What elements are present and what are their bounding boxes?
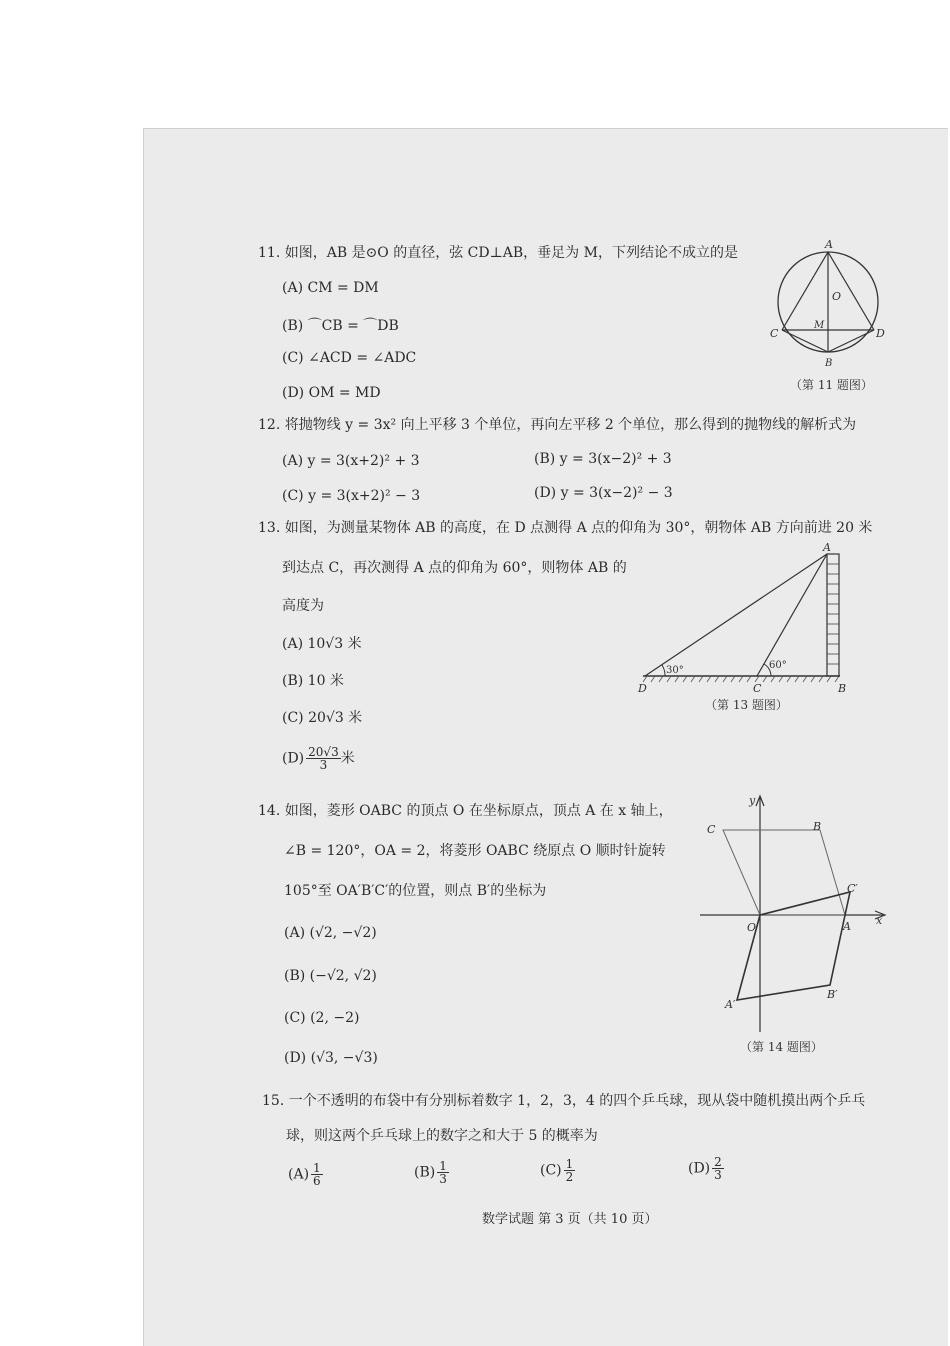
q15-option-b-denominator: 3 xyxy=(439,1172,447,1186)
q15-option-c-denominator: 2 xyxy=(565,1170,574,1184)
q13-label-c: C xyxy=(753,682,762,695)
q13-ground-hatching xyxy=(643,676,839,682)
q15-option-a-fraction xyxy=(311,1162,323,1187)
q14-rhombus-oabc xyxy=(723,830,845,915)
q14-caption: （第 14 题图） xyxy=(740,1040,823,1054)
q11-label-b: B xyxy=(825,358,833,369)
q11-caption: （第 11 题图） xyxy=(790,378,873,392)
q12-option-d: (D) y = 3(x−2)² − 3 xyxy=(534,485,673,501)
q13-option-d-fraction xyxy=(306,746,341,771)
q11-segment-db xyxy=(828,330,874,352)
q13-angle-arc-30 xyxy=(662,665,665,676)
q13-option-d-numerator: 20√3 xyxy=(308,745,339,759)
q13-object-ab xyxy=(827,554,839,676)
q14-label-b-prime: B′ xyxy=(827,988,838,1001)
q13-option-d-prefix: (D) xyxy=(282,750,305,767)
q15-stem-line2: 球，则这两个乒乓球上的数字之和大于 5 的概率为 xyxy=(286,1128,598,1144)
q14-label-y: y xyxy=(749,794,756,807)
q15-option-a-prefix: (A) xyxy=(288,1166,310,1183)
q11-segment-cb xyxy=(782,330,828,352)
q15-option-b-fraction xyxy=(437,1160,449,1185)
q11-segment-ac xyxy=(782,252,828,330)
q14-option-b: (B) (−√2, √2) xyxy=(284,968,377,984)
q11-option-d: (D) OM = MD xyxy=(282,385,381,401)
q11-option-c: (C) ∠ACD = ∠ADC xyxy=(282,350,417,366)
q12-stem: 12. 将抛物线 y = 3x² 向上平移 3 个单位，再向左平移 2 个单位，那么得到的抛物线的解析式为 xyxy=(258,417,857,433)
q13-label-angle-30: 30° xyxy=(666,665,684,676)
q13-option-c: (C) 20√3 米 xyxy=(282,710,363,726)
q15-option-c-prefix: (C) xyxy=(540,1162,562,1179)
q15-option-a xyxy=(288,1162,323,1187)
q14-option-c: (C) (2, −2) xyxy=(284,1010,360,1026)
q13-elevation-figure xyxy=(635,540,855,700)
q15-option-c xyxy=(540,1158,575,1183)
q11-label-d: D xyxy=(876,327,885,340)
q14-label-b: B xyxy=(813,820,822,833)
q13-stem-line1: 13. 如图，为测量某物体 AB 的高度，在 D 点测得 A 点的仰角为 30°，朝物体 AB 方向前进 20 米 xyxy=(258,520,873,536)
q15-option-c-numerator: 1 xyxy=(565,1157,574,1171)
q13-stem-line3: 高度为 xyxy=(282,598,324,614)
q13-label-d: D xyxy=(638,682,647,695)
q14-option-a: (A) (√2, −√2) xyxy=(284,925,377,941)
q11-label-o: O xyxy=(832,290,842,303)
q14-rhombus-figure xyxy=(695,790,895,1040)
q14-label-a: A xyxy=(843,920,851,933)
q14-rhombus-rotated xyxy=(737,892,850,1000)
q13-option-a: (A) 10√3 米 xyxy=(282,636,362,652)
q13-option-d-unit: 米 xyxy=(340,750,355,767)
q12-option-a: (A) y = 3(x+2)² + 3 xyxy=(282,453,420,469)
q11-circle-figure xyxy=(770,240,890,375)
q15-option-d-numerator: 2 xyxy=(714,1155,722,1169)
q12-option-c: (C) y = 3(x+2)² − 3 xyxy=(282,488,421,504)
q13-sight-line-c xyxy=(757,554,827,676)
q15-option-c-fraction xyxy=(564,1158,576,1183)
q15-option-d-fraction xyxy=(712,1156,724,1181)
q11-label-a: A xyxy=(825,238,833,251)
q11-option-b: (B) ⌒CB = ⌒DB xyxy=(282,318,399,334)
q14-stem-line1: 14. 如图，菱形 OABC 的顶点 O 在坐标原点，顶点 A 在 x 轴上， xyxy=(258,803,673,819)
q13-sight-line-d xyxy=(645,554,827,676)
q15-stem-line1: 15. 一个不透明的布袋中有分别标着数字 1，2，3，4 的四个乒乓球，现从袋中随机摸出两个乒乓 xyxy=(262,1093,866,1109)
q15-option-a-numerator: 1 xyxy=(313,1161,321,1175)
q15-option-b xyxy=(414,1160,449,1185)
q13-object-hatching xyxy=(827,564,839,664)
q15-option-d-denominator: 3 xyxy=(714,1168,722,1182)
q13-option-d xyxy=(282,746,355,771)
q15-option-b-prefix: (B) xyxy=(414,1164,436,1181)
q13-option-b: (B) 10 米 xyxy=(282,673,344,689)
q15-option-a-denominator: 6 xyxy=(313,1174,321,1188)
q13-caption: （第 13 题图） xyxy=(705,698,788,712)
q11-label-m: M xyxy=(814,320,825,331)
q15-option-d-prefix: (D) xyxy=(688,1160,711,1177)
q14-stem-line3: 105°至 OA′B′C′的位置，则点 B′的坐标为 xyxy=(284,883,547,899)
q14-label-x: x xyxy=(876,914,883,927)
q14-label-o: O xyxy=(747,921,757,934)
q11-stem: 11. 如图，AB 是⊙O 的直径，弦 CD⊥AB，垂足为 M，下列结论不成立的是 xyxy=(258,245,738,261)
q14-label-c: C xyxy=(707,823,716,836)
q13-label-b: B xyxy=(838,682,847,695)
q13-label-a: A xyxy=(823,541,831,554)
q14-option-d: (D) (√3, −√3) xyxy=(284,1050,378,1066)
q13-stem-line2: 到达点 C，再次测得 A 点的仰角为 60°，则物体 AB 的 xyxy=(282,560,627,576)
q11-label-c: C xyxy=(770,327,779,340)
q14-label-c-prime: C′ xyxy=(847,882,858,895)
q15-option-b-numerator: 1 xyxy=(439,1159,447,1173)
q15-option-d xyxy=(688,1156,724,1181)
q12-option-b: (B) y = 3(x−2)² + 3 xyxy=(534,451,672,467)
q14-stem-line2: ∠B = 120°，OA = 2，将菱形 OABC 绕原点 O 顺时针旋转 xyxy=(284,843,666,859)
page-footer: 数学试题 第 3 页（共 10 页） xyxy=(482,1212,658,1227)
q13-label-angle-60: 60° xyxy=(769,660,787,671)
q13-option-d-denominator: 3 xyxy=(319,758,328,772)
q14-label-a-prime: A′ xyxy=(725,998,736,1011)
q11-option-a: (A) CM = DM xyxy=(282,280,379,296)
